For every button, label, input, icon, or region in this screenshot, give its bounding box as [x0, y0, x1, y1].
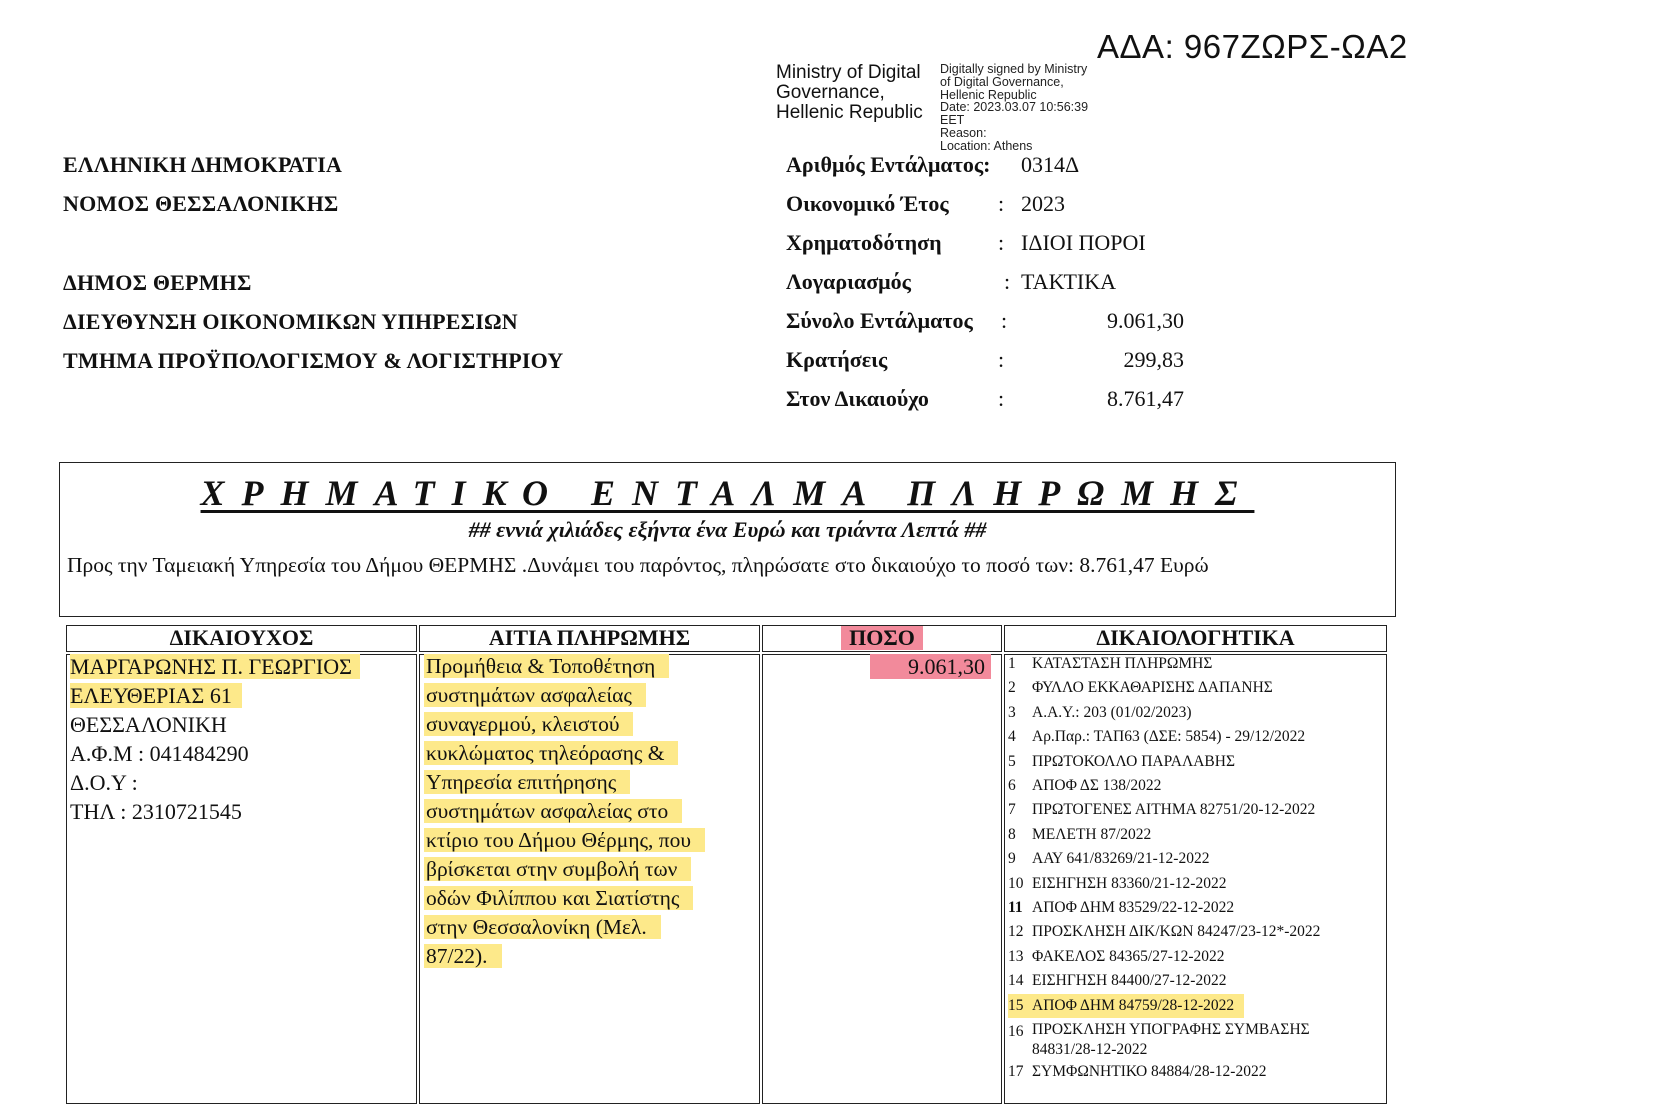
reason-line: κτίριο του Δήμου Θέρμης, που [424, 828, 705, 852]
signature-detail-line: EET [940, 113, 965, 128]
document-number: 7 [1008, 801, 1016, 819]
signature-detail-line: Reason: [940, 125, 987, 140]
document-number: 1 [1008, 655, 1016, 672]
document-item [1008, 994, 1378, 1018]
document-item [1008, 872, 1378, 896]
document-item [1008, 725, 1378, 749]
account-value: ΤΑΚΤΙΚΑ [1021, 269, 1117, 294]
document-item [1008, 701, 1378, 725]
document-number: 13 [1008, 947, 1024, 965]
reason-header: ΑΙΤΙΑ ΠΛΗΡΩΜΗΣ [488, 625, 691, 650]
header-directorate: ΔΙΕΥΘΥΝΣΗ ΟΙΚΟΝΟΜΙΚΩΝ ΥΠΗΡΕΣΙΩΝ [63, 309, 518, 334]
documents-header-cell [1004, 625, 1387, 652]
document-number: 11 [1008, 899, 1023, 917]
amount-column [762, 654, 1002, 1104]
payment-order-text: Προς την Ταμειακή Υπηρεσία του Δήμου ΘΕΡΜΗΣ .Δυνάμει του παρόντος, πληρώσατε στο δικαιούχο το ποσό των: 8.761,47 Ευρώ [67, 553, 1209, 577]
colon: : [1001, 308, 1008, 333]
documents-list [1008, 652, 1378, 1085]
header-municipality: ΔΗΜΟΣ ΘΕΡΜΗΣ [63, 270, 252, 295]
amount-value: 9.061,30 [870, 654, 991, 679]
reason-line: συστημάτων ασφαλείας στο [424, 799, 682, 823]
beneficiary-details [70, 652, 360, 826]
colon: : [998, 386, 1005, 411]
document-item [1008, 945, 1378, 969]
signature-detail-line: Date: 2023.03.07 10:56:39 [940, 100, 1089, 115]
document-number: 16 [1008, 1023, 1024, 1041]
beneficiary-amount-label: Στον Δικαιούχο [786, 386, 929, 411]
amount-header-cell [762, 625, 1002, 652]
documents-header: ΔΙΚΑΙΟΛΟΓΗΤΙΚΑ [1096, 625, 1295, 650]
document-text: ΠΡΩΤΟΓΕΝΕΣ ΑΙΤΗΜΑ 82751/20-12-2022 [1032, 801, 1316, 819]
document-item [1008, 847, 1378, 871]
document-item [1008, 823, 1378, 847]
document-number: 8 [1008, 825, 1016, 843]
reason-line: οδών Φιλίππου και Σιατίστης [424, 886, 693, 910]
document-item [1008, 676, 1378, 700]
signature-detail-line: Location: Athens [940, 138, 1033, 153]
deductions-value: 299,83 [1123, 347, 1184, 372]
reason-line: κυκλώματος τηλεόρασης & [424, 741, 678, 765]
beneficiary-amount-value: 8.761,47 [1107, 386, 1184, 411]
signer-line: Governance, [776, 82, 885, 103]
signature-detail-line: Digitally signed by Ministry [940, 62, 1088, 76]
colon: : [1004, 269, 1011, 294]
amount-header: ΠΟΣΟ [841, 626, 923, 650]
signature-detail-line: Hellenic Republic [940, 87, 1037, 102]
funding-label: Χρηματοδότηση [786, 230, 942, 255]
digital-signer [776, 63, 946, 123]
beneficiary-header: ΔΙΚΑΙΟΥΧΟΣ [169, 625, 314, 650]
beneficiary-doy: Δ.Ο.Υ : [70, 770, 138, 795]
document-item [1008, 774, 1378, 798]
fiscal-year-value: 2023 [1021, 191, 1065, 216]
document-text: ΠΡΟΣΚΛΗΣΗ ΥΠΟΓΡΑΦΗΣ ΣΥΜΒΑΣΗΣ 84831/28-12-2022 [1032, 1021, 1310, 1059]
beneficiary-header-cell [66, 625, 417, 652]
document-item [1008, 1060, 1378, 1084]
document-number: 9 [1008, 850, 1016, 868]
document-number: 15 [1008, 996, 1024, 1014]
document-item [1008, 652, 1378, 676]
reason-line: Υπηρεσία επιτήρησης [424, 770, 630, 794]
signature-details [940, 63, 1110, 153]
reason-line: 87/22). [424, 944, 502, 968]
document-text: ΦΥΛΛΟ ΕΚΚΑΘΑΡΙΣΗΣ ΔΑΠΑΝΗΣ [1032, 679, 1273, 697]
colon: : [998, 230, 1005, 255]
document-number: 3 [1008, 703, 1016, 721]
document-text: ΠΡΩΤΟΚΟΛΛΟ ΠΑΡΑΛΑΒΗΣ [1032, 752, 1235, 770]
header-prefecture: ΝΟΜΟΣ ΘΕΣΣΑΛΟΝΙΚΗΣ [63, 191, 339, 216]
signer-line: Ministry of Digital [776, 62, 921, 83]
document-text: ΜΕΛΕΤΗ 87/2022 [1032, 825, 1152, 843]
colon: : [998, 347, 1005, 372]
document-text: ΑΑΥ 641/83269/21-12-2022 [1032, 850, 1210, 868]
document-number: 14 [1008, 972, 1024, 990]
document-item [1008, 896, 1378, 920]
warrant-title: ΧΡΗΜΑΤΙΚΟ ΕΝΤΑΛΜΑ ΠΛΗΡΩΜΗΣ [200, 473, 1255, 513]
signer-line: Hellenic Republic [776, 102, 923, 123]
document-text: ΑΠΟΦ ΔΗΜ 83529/22-12-2022 [1032, 899, 1235, 917]
reason-line: βρίσκεται στην συμβολή των [424, 857, 691, 881]
fiscal-year-label: Οικονομικό Έτος [786, 191, 949, 216]
beneficiary-city: ΘΕΣΣΑΛΟΝΙΚΗ [70, 712, 227, 737]
reason-line: Προμήθεια & Τοποθέτηση [424, 654, 669, 678]
warrant-number-value: 0314Δ [1021, 152, 1080, 177]
reason-line: στην Θεσσαλονίκη (Μελ. [424, 915, 661, 939]
document-text: ΑΠΟΦ ΔΣ 138/2022 [1032, 777, 1162, 795]
document-item [1008, 920, 1378, 944]
document-number: 5 [1008, 752, 1016, 770]
beneficiary-address: ΕΛΕΥΘΕΡΙΑΣ 61 [70, 683, 242, 708]
signature-detail-line: of Digital Governance, [940, 74, 1064, 89]
warrant-number-label: Αριθμός Εντάλματος: [786, 152, 991, 177]
document-text: ΑΠΟΦ ΔΗΜ 84759/28-12-2022 [1032, 996, 1235, 1014]
document-text: ΕΙΣΗΓΗΣΗ 83360/21-12-2022 [1032, 874, 1227, 892]
document-item [1008, 798, 1378, 822]
funding-value: ΙΔΙΟΙ ΠΟΡΟΙ [1021, 230, 1146, 255]
amount-in-words: ## εννιά χιλιάδες εξήντα ένα Ευρώ και τριάντα Λεπτά ## [468, 517, 987, 542]
document-number: 10 [1008, 874, 1024, 892]
total-label: Σύνολο Εντάλματος [786, 308, 973, 333]
document-number: 4 [1008, 728, 1016, 746]
amount-cell [870, 652, 991, 681]
document-text: ΦΑΚΕΛΟΣ 84365/27-12-2022 [1032, 947, 1225, 965]
account-label: Λογαριασμός [786, 269, 911, 294]
total-value: 9.061,30 [1107, 308, 1184, 333]
header-republic: ΕΛΛΗΝΙΚΗ ΔΗΜΟΚΡΑΤΙΑ [63, 152, 343, 177]
document-text: ΣΥΜΦΩΝΗΤΙΚΟ 84884/28-12-2022 [1032, 1063, 1267, 1081]
header-department: ΤΜΗΜΑ ΠΡΟΫΠΟΛΟΓΙΣΜΟΥ & ΛΟΓΙΣΤΗΡΙΟΥ [63, 348, 564, 373]
document-number: 6 [1008, 777, 1016, 795]
document-text: ΠΡΟΣΚΛΗΣΗ ΔΙΚ/ΚΩΝ 84247/23-12*-2022 [1032, 923, 1321, 941]
reason-header-cell [419, 625, 760, 652]
reason-line: συναγερμού, κλειστού [424, 712, 633, 736]
document-item [1008, 750, 1378, 774]
document-text: ΚΑΤΑΣΤΑΣΗ ΠΛΗΡΩΜΗΣ [1032, 655, 1213, 672]
document-text: Α.Α.Υ.: 203 (01/02/2023) [1032, 703, 1192, 721]
colon: : [998, 191, 1005, 216]
reason-line: συστημάτων ασφαλείας [424, 683, 646, 707]
document-item [1008, 969, 1378, 993]
beneficiary-afm: Α.Φ.Μ : 041484290 [70, 741, 249, 766]
document-item [1008, 1018, 1358, 1060]
payment-reason [424, 652, 754, 971]
document-number: 2 [1008, 679, 1016, 697]
beneficiary-name: ΜΑΡΓΑΡΩΝΗΣ Π. ΓΕΩΡΓΙΟΣ [70, 654, 360, 679]
document-text: Αρ.Παρ.: ΤΑΠ63 (ΔΣΕ: 5854) - 29/12/2022 [1032, 728, 1306, 746]
deductions-label: Κρατήσεις [786, 347, 888, 372]
document-number: 17 [1008, 1063, 1024, 1081]
document-text: ΕΙΣΗΓΗΣΗ 84400/27-12-2022 [1032, 972, 1227, 990]
ada-code: ΑΔΑ: 967ΖΩΡΣ-ΩΑ2 [1097, 28, 1408, 65]
beneficiary-phone: ΤΗΛ : 2310721545 [70, 799, 242, 824]
document-number: 12 [1008, 923, 1024, 941]
